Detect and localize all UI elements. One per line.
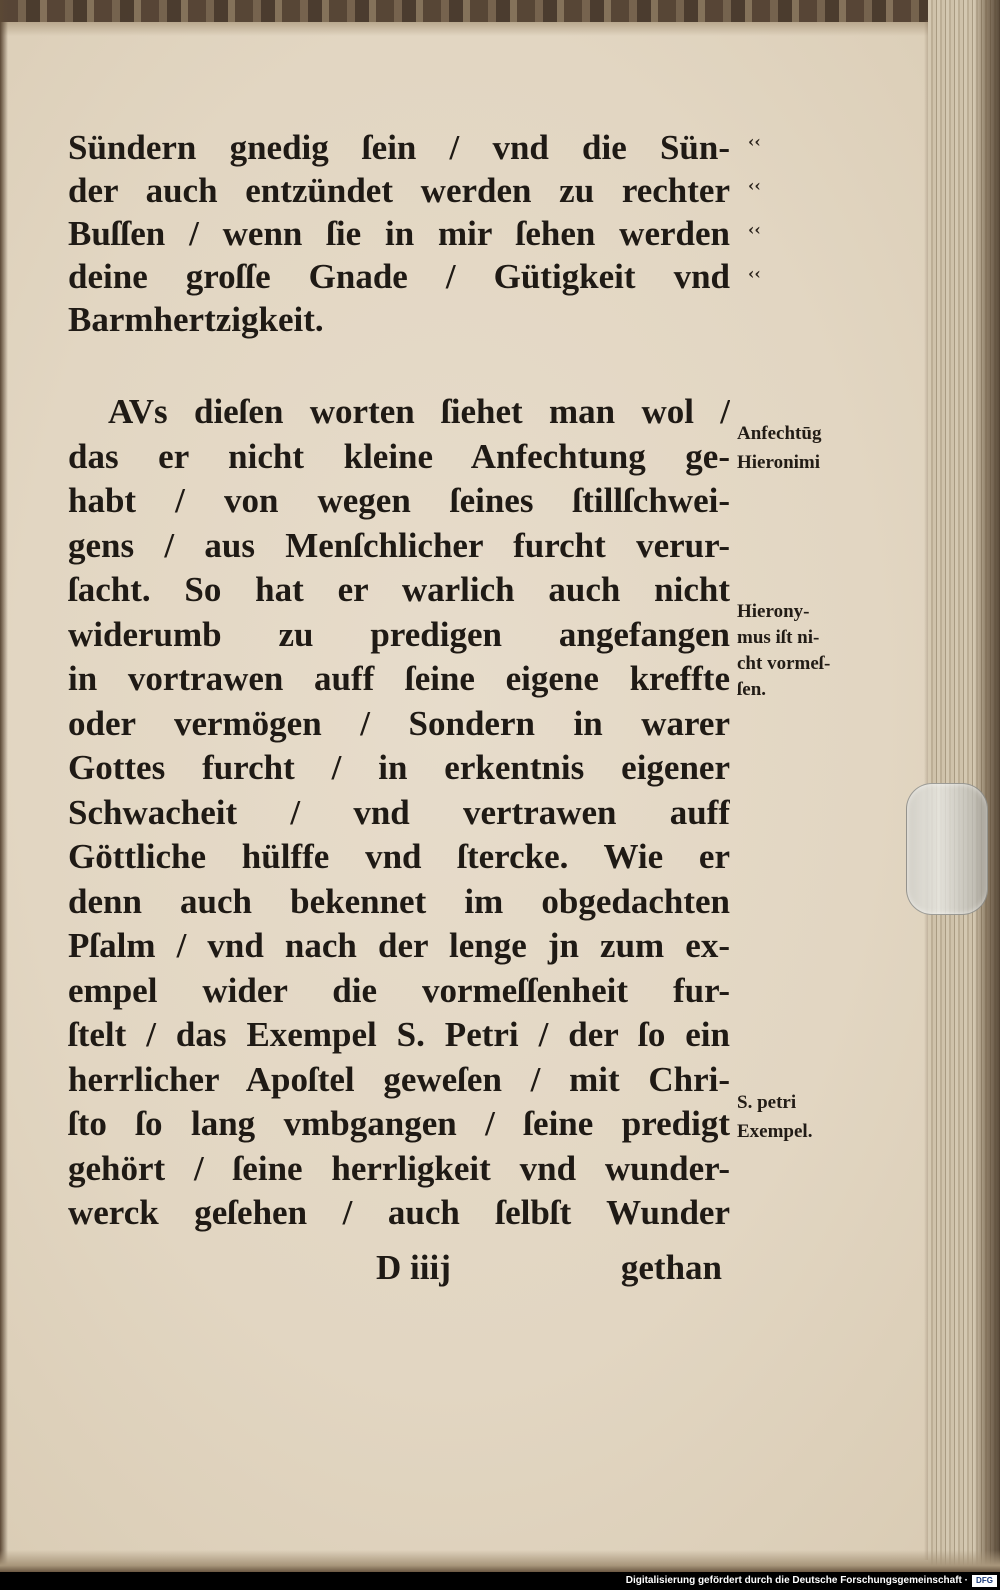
text-line: Schwacheit / vnd vertrawen auff — [68, 792, 730, 832]
margin-note-petri — [737, 1088, 812, 1146]
margin-note-line: Hierony- — [737, 601, 810, 622]
text-line: Barmhertzigkeit. — [68, 300, 324, 339]
margin-note-line: cht vormeſ- — [737, 653, 831, 674]
quotation-mark: ‹‹ — [748, 176, 761, 195]
paragraph-2 — [68, 390, 730, 1236]
quotation-mark: ‹‹ — [748, 264, 761, 283]
text-line: Gottes furcht / in erkentnis eigener — [68, 748, 730, 787]
margin-note-line: mus iſt ni- — [737, 627, 820, 648]
dfg-logo: DFG — [972, 1575, 997, 1587]
footer-credit: Digitalisierung gefördert durch die Deutsche Forschungsgemeinschaft · — [625, 1575, 968, 1586]
text-line: werck geſehen / auch ſelbſt Wunder — [68, 1193, 730, 1232]
quotation-mark: ‹‹ — [748, 132, 761, 151]
text-line: ſtelt / das Exempel S. Petri / der ſo ein — [68, 1015, 730, 1054]
margin-note-line: S. petri — [737, 1092, 797, 1113]
top-edge-shadow — [0, 22, 1000, 36]
paragraph-1 — [68, 126, 730, 341]
text-line: herrlicher Apoſtel geweſen / mit Chri- — [68, 1059, 730, 1099]
text-line: AVs dieſen worten ſiehet man wol / — [108, 392, 730, 431]
text-line: ſto ſo lang vmbgangen / ſeine predigt — [68, 1104, 730, 1143]
text-line: habt / von wegen ſeines ſtillſchwei- — [68, 481, 730, 520]
footer-bar — [0, 1572, 1000, 1590]
text-line: ſacht. So hat er warlich auch nicht — [68, 570, 730, 609]
margin-note-line: Anfechtūg — [737, 423, 822, 444]
text-line: in vortrawen auff ſeine eigene kreffte — [68, 659, 730, 698]
text-line: Göttliche hülffe vnd ſtercke. Wie er — [68, 837, 730, 876]
text-line: gens / aus Menſchlicher furcht verur- — [68, 525, 730, 565]
margin-note-line: ſen. — [737, 679, 767, 700]
quotation-mark: ‹‹ — [748, 220, 761, 239]
bottom-page-edge — [0, 1550, 1000, 1572]
signature-mark: D iiij — [376, 1248, 451, 1287]
margin-note-line: Exempel. — [737, 1121, 813, 1142]
text-line: denn auch bekennet im obgedachten — [68, 881, 730, 921]
text-line: widerumb zu predigen angefangen — [68, 614, 730, 654]
book-clip — [906, 783, 988, 915]
book-top-edge — [0, 0, 1000, 22]
quotation-marks — [748, 120, 761, 296]
text-line: empel wider die vormeſſenheit fur- — [68, 970, 730, 1010]
text-line: das er nicht kleine Anfechtung ge- — [68, 436, 730, 476]
text-line: Buſſen / wenn ſie in mir ſehen werden — [68, 214, 730, 253]
catchword: gethan — [620, 1248, 722, 1287]
text-line: gehört / ſeine herrligkeit vnd wunder- — [68, 1148, 730, 1188]
text-line: Sündern gnedig ſein / vnd die Sün- — [68, 128, 730, 167]
margin-note-line: Hieronimi — [737, 452, 821, 473]
text-line: Pſalm / vnd nach der lenge jn zum ex- — [68, 926, 730, 965]
left-page-edge — [0, 0, 8, 1572]
text-line: deine groſſe Gnade / Gütigkeit vnd — [68, 257, 730, 296]
text-line: oder vermögen / Sondern in warer — [68, 703, 730, 743]
text-line: der auch entzündet werden zu rechter — [68, 171, 730, 210]
margin-note-hieronymus — [737, 599, 830, 703]
margin-note-anfechtung — [737, 419, 821, 477]
